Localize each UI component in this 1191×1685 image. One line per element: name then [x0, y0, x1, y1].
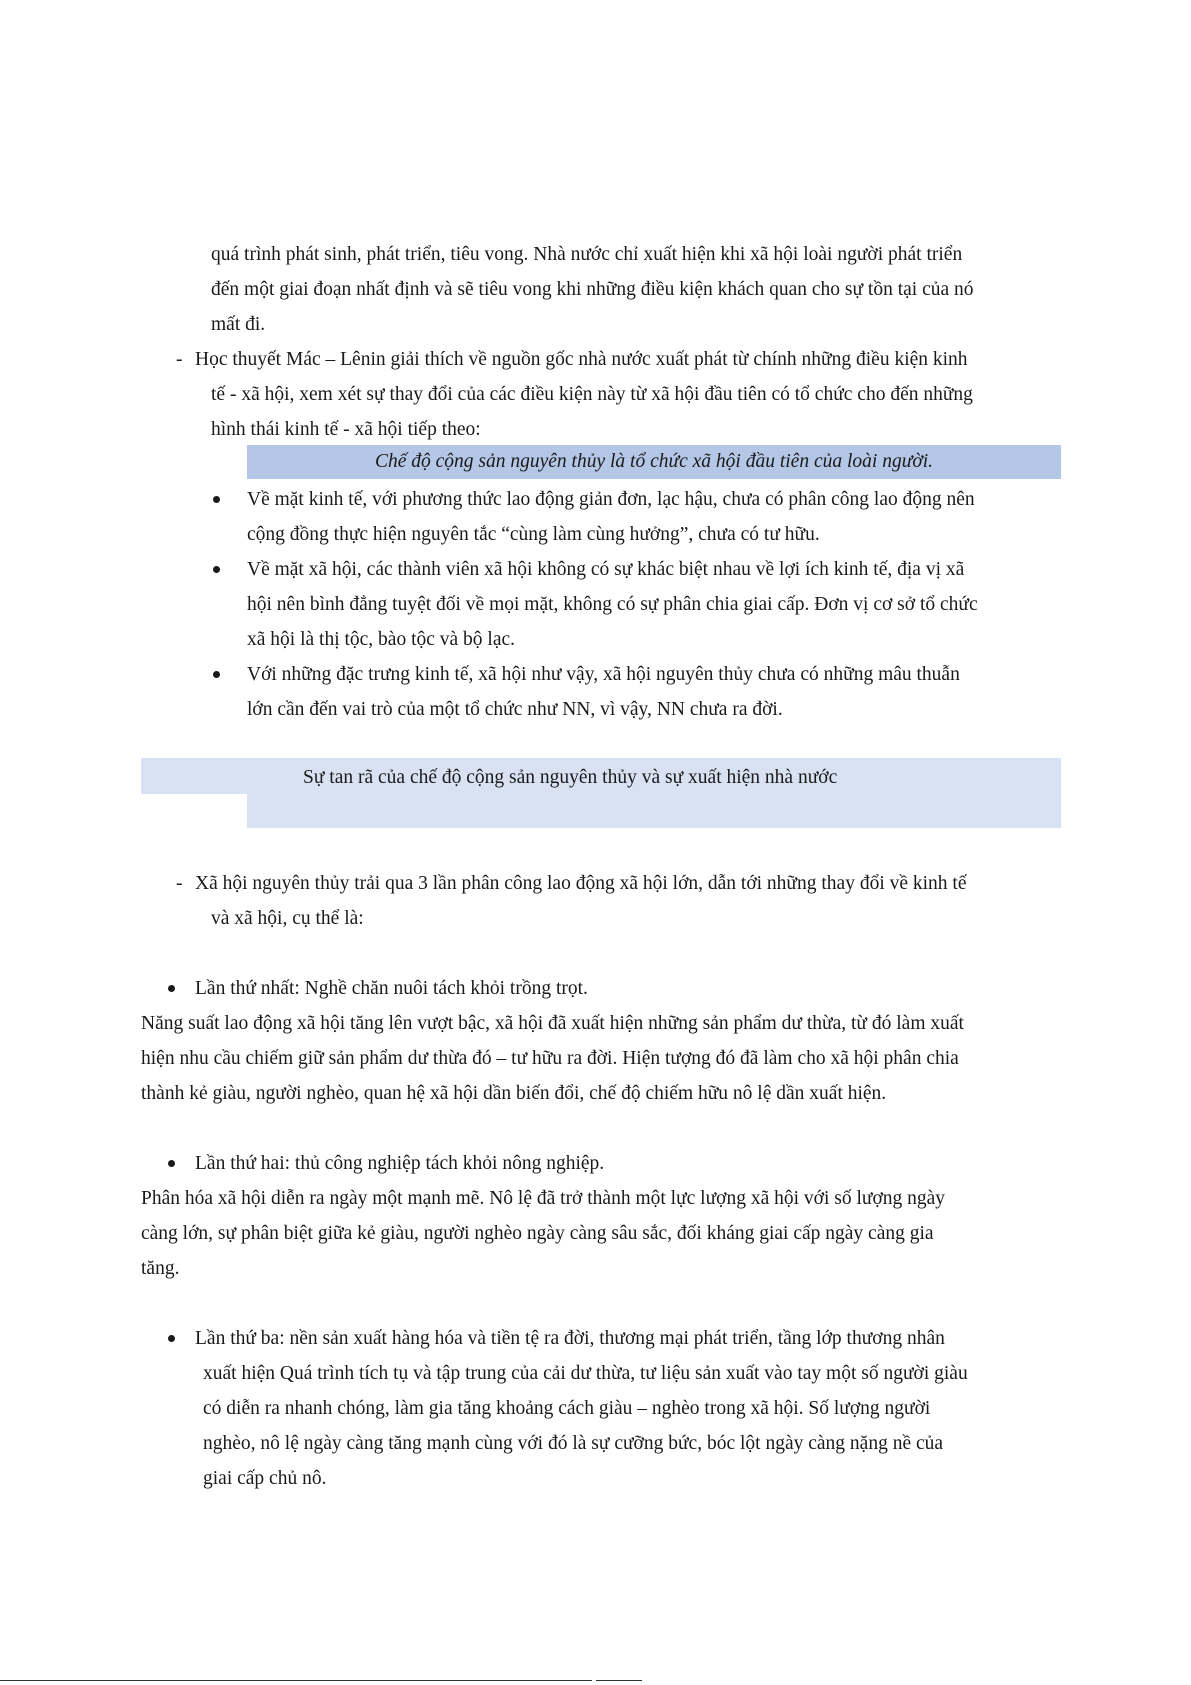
- third-division-line: giai cấp chủ nô.: [203, 1468, 327, 1489]
- intro-line: đến một giai đoạn nhất định và sẽ tiêu vong khi những điều kiện khách quan cho sự tồn tại của nó: [211, 279, 974, 300]
- division-line: Xã hội nguyên thủy trải qua 3 lần phân công lao động xã hội lớn, dẫn tới những thay đổi về kinh tế: [195, 873, 967, 894]
- third-division-line: Lần thứ ba: nền sản xuất hàng hóa và tiền tệ ra đời, thương mại phát triển, tầng lớp thương nhân: [195, 1328, 945, 1349]
- marx-line: Học thuyết Mác – Lênin giải thích về nguồn gốc nhà nước xuất phát từ chính những điều kiện kinh: [195, 349, 968, 370]
- primitive-bullet-line: cộng đồng thực hiện nguyên tắc “cùng làm cùng hưởng”, chưa có tư hữu.: [247, 524, 820, 545]
- bullet-dot: [168, 985, 175, 992]
- bullet-dot: [213, 496, 220, 503]
- bullet-dot: [213, 566, 220, 573]
- first-division-title: Lần thứ nhất: Nghề chăn nuôi tách khỏi trồng trọt.: [195, 978, 588, 999]
- bullet-dot: [168, 1160, 175, 1167]
- primitive-bullet-line: Về mặt kinh tế, với phương thức lao động giản đơn, lạc hậu, chưa có phân công lao động nên: [247, 489, 975, 510]
- primitive-bullet-line: hội nên bình đẳng tuyệt đối về mọi mặt, không có sự phân chia giai cấp. Đơn vị cơ sở tổ chức: [247, 594, 978, 615]
- third-division-line: xuất hiện Quá trình tích tụ và tập trung của cải dư thừa, tư liệu sản xuất vào tay một số người giàu: [203, 1363, 968, 1384]
- primitive-heading: Chế độ cộng sản nguyên thủy là tổ chức xã hội đầu tiên của loài người.: [374, 451, 934, 472]
- primitive-bullet-line: xã hội là thị tộc, bào tộc và bộ lạc.: [247, 629, 516, 650]
- bullet-dot: [168, 1335, 175, 1342]
- primitive-bullet-line: Với những đặc trưng kinh tế, xã hội như vậy, xã hội nguyên thủy chưa có những mâu thuẫn: [247, 664, 960, 685]
- division-line: và xã hội, cụ thể là:: [211, 908, 364, 929]
- footer-rule: [0, 1680, 592, 1681]
- dissolution-heading: Sự tan rã của chế độ cộng sản nguyên thủy và sự xuất hiện nhà nước: [303, 767, 838, 788]
- first-division-line: Năng suất lao động xã hội tăng lên vượt bậc, xã hội đã xuất hiện những sản phẩm dư thừa, từ đó làm xuất: [141, 1013, 964, 1034]
- bullet-dot: [213, 671, 220, 678]
- dash-marker: -: [176, 349, 183, 370]
- second-division-title: Lần thứ hai: thủ công nghiệp tách khỏi nông nghiệp.: [195, 1153, 605, 1174]
- section-band-bottom: [247, 794, 1061, 828]
- third-division-line: nghèo, nô lệ ngày càng tăng mạnh cùng với đó là sự cưỡng bức, bóc lột ngày càng nặng nề của: [203, 1433, 944, 1454]
- marx-line: hình thái kinh tế - xã hội tiếp theo:: [211, 419, 481, 440]
- third-division-line: có diễn ra nhanh chóng, làm gia tăng khoảng cách giàu – nghèo trong xã hội. Số lượng người: [203, 1398, 931, 1419]
- marx-line: tế - xã hội, xem xét sự thay đổi của các điều kiện này từ xã hội đầu tiên có tổ chức cho đến những: [211, 384, 973, 405]
- primitive-bullet-line: Về mặt xã hội, các thành viên xã hội không có sự khác biệt nhau về lợi ích kinh tế, địa vị xã: [247, 559, 965, 580]
- second-division-line: càng lớn, sự phân biệt giữa kẻ giàu, người nghèo ngày càng sâu sắc, đối kháng giai cấp ngày càng gia: [141, 1223, 934, 1244]
- intro-line: mất đi.: [211, 314, 266, 335]
- footer-rule-short: [596, 1680, 642, 1681]
- first-division-line: thành kẻ giàu, người nghèo, quan hệ xã hội dần biến đổi, chế độ chiếm hữu nô lệ dần xuất hiện.: [141, 1083, 887, 1104]
- second-division-line: tăng.: [141, 1258, 180, 1279]
- dash-marker: -: [176, 873, 183, 894]
- primitive-bullet-line: lớn cần đến vai trò của một tổ chức như NN, vì vậy, NN chưa ra đời.: [247, 699, 783, 720]
- second-division-line: Phân hóa xã hội diễn ra ngày một mạnh mẽ. Nô lệ đã trở thành một lực lượng xã hội với số lượng ngày: [141, 1188, 946, 1209]
- intro-line: quá trình phát sinh, phát triển, tiêu vong. Nhà nước chỉ xuất hiện khi xã hội loài người phát triển: [211, 244, 963, 265]
- first-division-line: hiện nhu cầu chiếm giữ sản phẩm dư thừa đó – tư hữu ra đời. Hiện tượng đó đã làm cho xã hội phân chia: [141, 1048, 959, 1069]
